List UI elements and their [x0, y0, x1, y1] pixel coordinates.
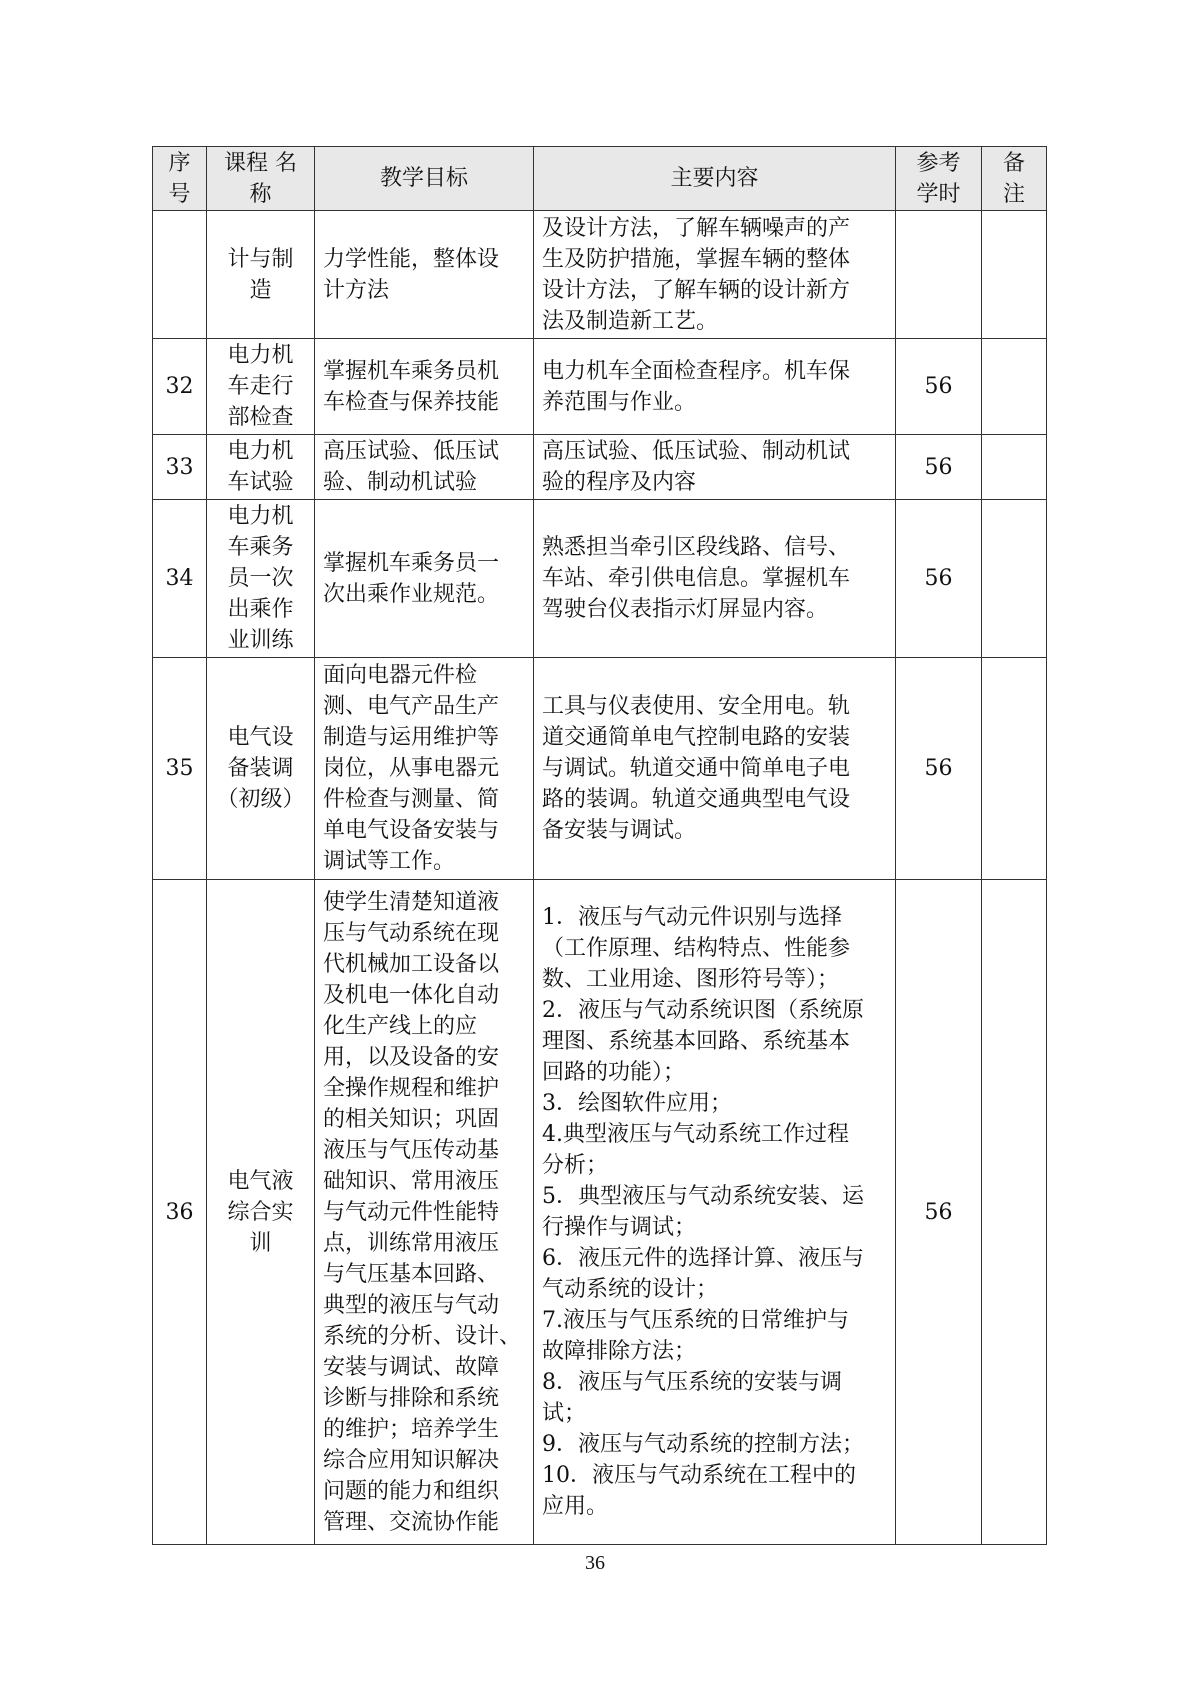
cell-index: 34 [153, 500, 207, 658]
cell-course-name: 电力机 车走行 部检查 [207, 339, 315, 435]
page-number: 36 [585, 1552, 605, 1574]
cell-course-name: 电力机 车乘务 员一次 出乘作 业训练 [207, 500, 315, 658]
cell-course-name: 计与制 造 [207, 211, 315, 339]
header-row [153, 147, 1047, 211]
table-row [153, 211, 1047, 339]
table-row [153, 658, 1047, 880]
cell-remark [982, 880, 1047, 1545]
cell-reference-hours [896, 211, 982, 339]
table-row [153, 500, 1047, 658]
header-main-content: 主要内容 [534, 147, 896, 211]
cell-course-name: 电气设 备装调 （初级） [207, 658, 315, 880]
cell-course-name: 电力机 车试验 [207, 435, 315, 500]
course-table [152, 146, 1047, 1545]
cell-main-content: 熟悉担当牵引区段线路、信号、 车站、牵引供电信息。掌握机车 驾驶台仪表指示灯屏显内容。 [534, 500, 896, 658]
cell-teaching-goal: 高压试验、低压试 验、制动机试验 [315, 435, 534, 500]
cell-main-content: 及设计方法，了解车辆噪声的产 生及防护措施，掌握车辆的整体 设计方法，了解车辆的设计新方 法及制造新工艺。 [534, 211, 896, 339]
cell-main-content: 电力机车全面检查程序。机车保 养范围与作业。 [534, 339, 896, 435]
cell-remark [982, 658, 1047, 880]
cell-teaching-goal: 掌握机车乘务员机 车检查与保养技能 [315, 339, 534, 435]
cell-reference-hours: 56 [896, 435, 982, 500]
cell-index: 32 [153, 339, 207, 435]
cell-remark [982, 435, 1047, 500]
cell-remark [982, 339, 1047, 435]
cell-teaching-goal: 面向电器元件检 测、电气产品生产 制造与运用维护等 岗位，从事电器元 件检查与测量、简 单电气设备安装与 调试等工作。 [315, 658, 534, 880]
cell-main-content: 高压试验、低压试验、制动机试 验的程序及内容 [534, 435, 896, 500]
cell-teaching-goal: 使学生清楚知道液 压与气动系统在现 代机械加工设备以 及机电一体化自动 化生产线上的应 用，以及设备的安 全操作规程和维护 的相关知识；巩固 液压与气压传动基 础知识、常用液压 与气动元件性能特 点，训练常用液压 与气压基本回路、 典型的液压与气动 系统的分析、设计、 安装与调试、故障 诊断与排除和系统 的维护；培养学生 综合应用知识解决 问题的能力和组织 管理、交流协作能 [315, 880, 534, 1545]
cell-index: 36 [153, 880, 207, 1545]
cell-reference-hours: 56 [896, 500, 982, 658]
table-row [153, 339, 1047, 435]
cell-teaching-goal: 力学性能，整体设 计方法 [315, 211, 534, 339]
cell-main-content: 1．液压与气动元件识别与选择 （工作原理、结构特点、性能参 数、工业用途、图形符号等）； 2．液压与气动系统识图（系统原 理图、系统基本回路、系统基本 回路的功能）； 3．绘图软件应用； 4.典型液压与气动系统工作过程 分析； 5．典型液压与气动系统安装、运 行操作与调试； 6．液压元件的选择计算、液压与 气动系统的设计； 7.液压与气压系统的日常维护与 故障排除方法； 8．液压与气压系统的安装与调 试； 9．液压与气动系统的控制方法； 10．液压与气动系统在工程中的 应用。 [534, 880, 896, 1545]
header-index: 序 号 [153, 147, 207, 211]
header-course-name: 课程 名称 [207, 147, 315, 211]
cell-reference-hours: 56 [896, 339, 982, 435]
cell-remark [982, 500, 1047, 658]
table-row [153, 880, 1047, 1545]
cell-reference-hours: 56 [896, 658, 982, 880]
cell-reference-hours: 56 [896, 880, 982, 1545]
header-remark: 备 注 [982, 147, 1047, 211]
cell-course-name: 电气液 综合实 训 [207, 880, 315, 1545]
cell-index: 35 [153, 658, 207, 880]
cell-index [153, 211, 207, 339]
cell-teaching-goal: 掌握机车乘务员一 次出乘作业规范。 [315, 500, 534, 658]
table-row [153, 435, 1047, 500]
cell-index: 33 [153, 435, 207, 500]
cell-remark [982, 211, 1047, 339]
cell-main-content: 工具与仪表使用、安全用电。轨 道交通简单电气控制电路的安装 与调试。轨道交通中简单电子电 路的装调。轨道交通典型电气设 备安装与调试。 [534, 658, 896, 880]
header-teaching-goal: 教学目标 [315, 147, 534, 211]
header-reference-hours: 参考 学时 [896, 147, 982, 211]
